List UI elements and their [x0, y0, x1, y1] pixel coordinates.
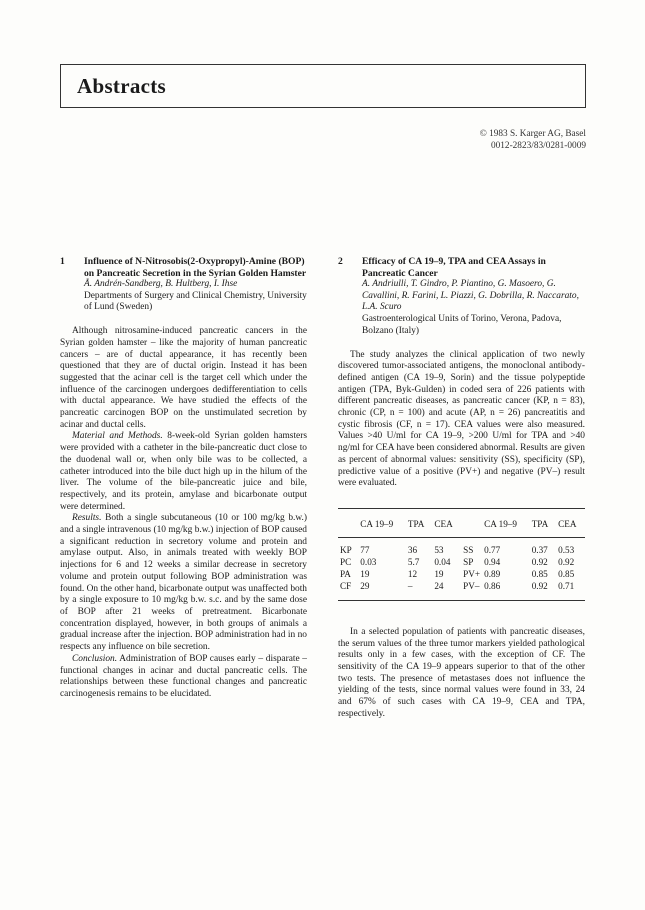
table-cell: 0.37	[531, 544, 548, 555]
article-affiliation: Gastroenterological Units of Torino, Verona, Padova, Bolzano (Italy)	[362, 314, 562, 336]
table-header-cell: CA 19–9	[358, 508, 406, 530]
article-title: Efficacy of CA 19–9, TPA and CEA Assays in Pancreatic Cancer	[362, 256, 546, 279]
table-cell: SS	[463, 544, 474, 555]
table-cell: 0.86	[482, 580, 530, 601]
abstract-paragraph	[60, 654, 307, 701]
table-cell: PV–	[461, 580, 482, 601]
section-text: 8-week-old Syrian golden hamsters were provided with a catheter in the bile-pancreatic duct close to the duodenal wall or, when only bile was to be collected, a catheter introduced into the bile duct high up in the hilum of the liver. The volume of the bile-pancreatic juice and bile, respectively, and its protein, amylase and bicarbonate output were determined.	[60, 431, 307, 512]
table-cell: 0.53	[558, 544, 575, 555]
table-header-cell	[338, 508, 358, 530]
article-authors: Å. Andrén-Sandberg, B. Hultberg, I. Ihse	[84, 279, 238, 289]
table-cell: KP	[340, 544, 352, 555]
article-number: 1	[60, 256, 65, 267]
results-table	[338, 508, 585, 601]
table-cell: 12	[407, 568, 418, 579]
section-label: Conclusion.	[72, 653, 118, 664]
table-cell: SP	[463, 556, 474, 567]
table-header-cell: CEA	[556, 508, 585, 530]
table-header-cell: CA 19–9	[482, 508, 530, 530]
table-cell: 29	[358, 580, 406, 601]
table-cell: 0.92	[558, 556, 575, 567]
table-header-cell: TPA	[530, 508, 556, 530]
table-header-rule	[338, 530, 585, 538]
abstract-paragraph: Although nitrosamine-induced pancreatic cancers in the Syrian golden hamster – like the majority of human pancreatic cancers – are of ductal appearance, it has recently been questioned that they are of ductal origin. Instead it has been suggested that the acinar cell is the target cell which under the influence of the carcinogen undergoes dedifferentiation to cells with ductal appearance. We have studied the effects of the pancreatic carcinogen BOP on the unstimulated secretion by acinar and ductal cells.	[60, 326, 307, 430]
table-cell: PV+	[463, 568, 481, 579]
section-text: Administration of BOP causes early – disparate – functional changes in acinar and ductal pancreatic cells. The relationships between these functional changes and pancreatic carcinogenesis remains to be elucidated.	[60, 653, 307, 699]
table-row	[338, 537, 585, 556]
article-number: 2	[338, 256, 343, 267]
copyright-notice	[480, 128, 586, 152]
table-cell: 0.85	[531, 568, 548, 579]
article-1	[60, 256, 307, 701]
abstract-paragraph: The study analyzes the clinical application of two newly discovered tumor-associated antigens, the monoclonal antibody-defined antigen (CA 19–9, Sorin) and the tissue polypeptide antigen (TPA, Byk-Gulden) in coded sera of 226 patients with different pancreatic diseases, as pancreatic cancer (KP, n = 83), chronic (CP, n = 100) and acute (AP, n = 26) pancreatitis and cystic fibrosis (CF, n = 17). CEA values were also measured. Values >40 U/ml for CA 19–9, >200 U/ml for TPA and >40 ng/ml for CEA have been considered abnormal. Results are given as percent of abnormal values: sensitivity (SS), specificity (SP), predictive value of a positive (PV+) and negative (PV–) result were evaluated.	[338, 349, 585, 489]
table-row	[338, 580, 585, 601]
table-cell: 53	[434, 544, 444, 555]
table-row	[338, 568, 585, 580]
issn-line: 0012-2823/83/0281-0009	[490, 141, 586, 151]
table-cell: 0.04	[434, 556, 451, 567]
table-header-row	[338, 508, 585, 530]
article-title: Influence of N-Nitrosobis(2-Oxypropyl)-Amine (BOP) on Pancreatic Secretion in the Syrian Golden Hamster	[84, 256, 307, 279]
table-cell: PC	[340, 556, 352, 567]
section-label: Material and Methods.	[72, 431, 163, 442]
article-authors: A. Andriulli, T. Gindro, P. Piantino, G. Masoero, G. Cavallini, R. Farini, L. Piazzi, G. Dobrilla, R. Naccarato, L.A. Scuro	[362, 279, 579, 313]
table-cell: 0.92	[531, 556, 548, 567]
table-cell: 77	[360, 544, 370, 555]
abstract-paragraph	[60, 431, 307, 513]
article-header	[60, 256, 307, 314]
table-cell: CF	[338, 580, 358, 601]
section-text: Both a single subcutaneous (10 or 100 mg/kg b.w.) and a single intravenous (10 mg/kg b.w.) injection of BOP caused a significant reduction in secretory volume and protein and amylase output. Also, in animals treated with weekly BOP injections for 6 and 12 weeks a similar decrease in secretory volume and protein output following BOP administration was found. On the other hand, bicarbonate output was unaffected both by a single exposure to 10 mg/kg b.w. s.c. and by the same dose of BOP after 21 weeks of pretreatment. Bicarbonate concentration displayed, however, in both groups of animals a gradual increase after the injection. BOP administration had in no respects any influence on bile secretion.	[60, 513, 307, 653]
table-cell: 0.77	[484, 544, 501, 555]
table-cell: PA	[340, 568, 351, 579]
table-header-cell: TPA	[406, 508, 432, 530]
article-affiliation: Departments of Surgery and Clinical Chemistry, University of Lund (Sweden)	[84, 290, 307, 313]
abstract-paragraph: In a selected population of patients with pancreatic diseases, the serum values of the three tumor markers yielded pathological results only in a few cases, with the exception of CF. The sensitivity of the CA 19–9 appears superior to that of the other two tests. The presence of metastases does not influence the yielding of the tests, since normal values were found in 33, 24 and 67% of such cases with CA 19–9, CEA and TPA, respectively.	[338, 626, 585, 719]
table-cell: 0.92	[530, 580, 556, 601]
table-cell: 36	[407, 544, 418, 555]
section-label: Results.	[72, 513, 102, 524]
table-cell: 0.85	[558, 568, 575, 579]
article-header	[338, 256, 585, 338]
table-cell: 19	[434, 568, 444, 579]
table-cell: 19	[360, 568, 370, 579]
header-box	[60, 64, 586, 108]
table-cell: 24	[432, 580, 461, 601]
article-2	[338, 256, 585, 721]
page-title: Abstracts	[77, 74, 167, 98]
table-cell: 0.71	[556, 580, 585, 601]
table-header-cell	[461, 508, 482, 530]
abstract-paragraph	[60, 513, 307, 653]
table-cell: –	[406, 580, 432, 601]
table-row	[338, 556, 585, 568]
table-cell: 0.94	[484, 556, 501, 567]
copyright-line: © 1983 S. Karger AG, Basel	[479, 129, 586, 139]
table-cell: 0.89	[484, 568, 501, 579]
table-header-cell: CEA	[432, 508, 461, 530]
table-cell: 0.03	[360, 556, 377, 567]
table-cell: 5.7	[407, 556, 420, 567]
